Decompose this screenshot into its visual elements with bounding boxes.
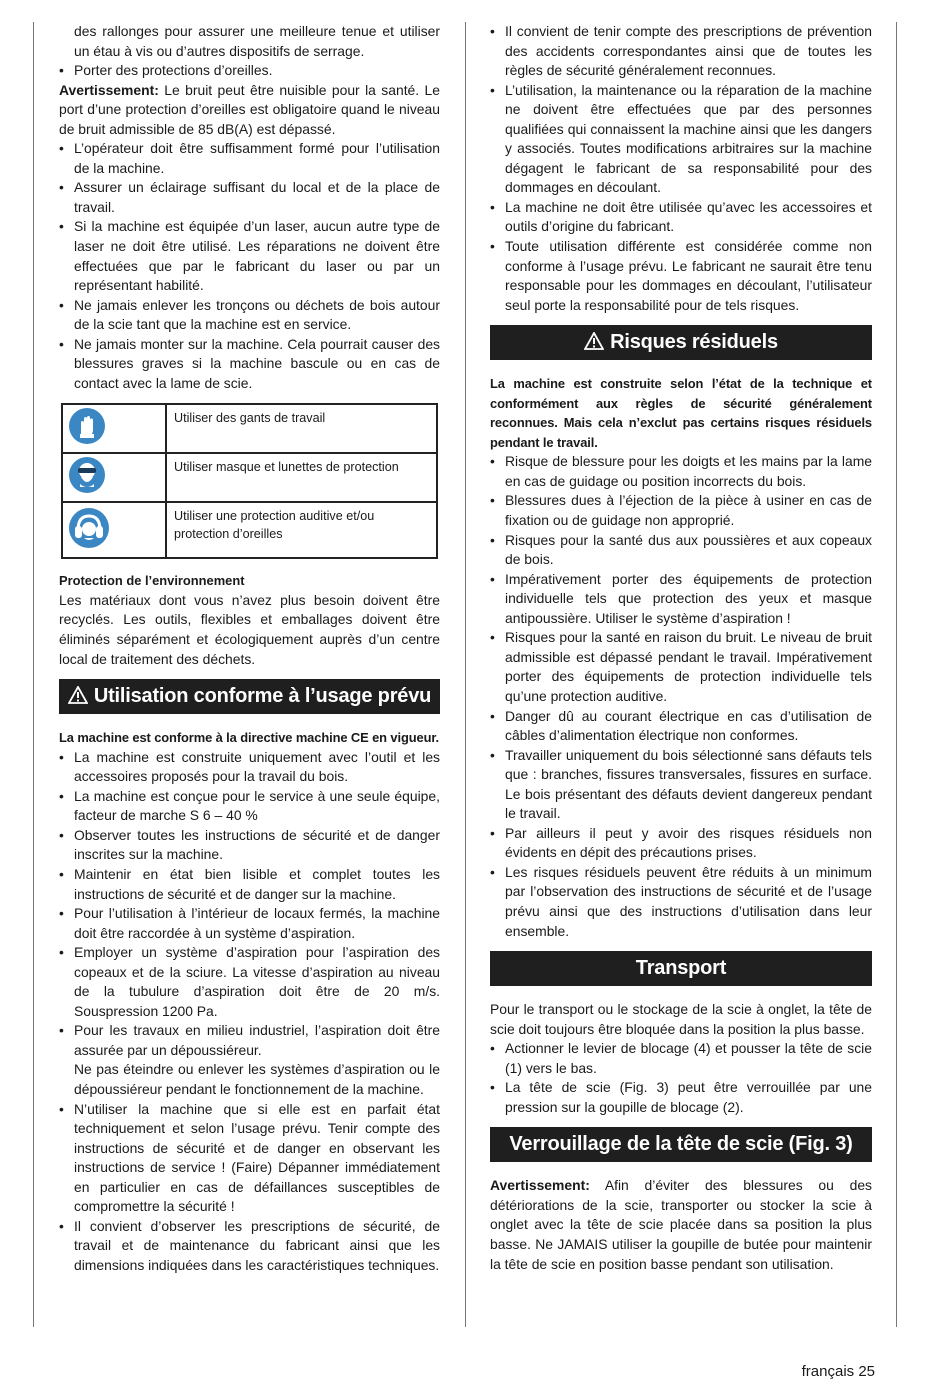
- list-item: • Pour l’utilisation à l’intérieur de locaux fermés, la machine doit être raccordée à un système d’aspiration.: [59, 904, 440, 943]
- environment-text: Les matériaux dont vous n’avez plus besoin doivent être recyclés. Les outils, flexibles et emballages doivent être éliminés séparément et écologiquement auprès d’un centre local de traitement des déchets.: [59, 591, 440, 667]
- left-margin-rule: [33, 22, 34, 1327]
- list-item: • La machine ne doit être utilisée qu’avec les accessoires et outils d’origine du fabricant.: [490, 198, 872, 237]
- list-item: • Employer un système d’aspiration pour l’aspiration des copeaux et de la sciure. La vitesse d’aspiration au niveau de la tubulure d’aspiration doit être de 20 m/s. Souspression 1200 Pa.: [59, 943, 440, 1021]
- list-item: • Il convient d’observer les prescriptions de sécurité, de travail et de maintenance du fabricant ainsi que les dimensions indiquées dans les caractéristiques techniques.: [59, 1217, 440, 1276]
- list-item: • L’opérateur doit être suffisamment formé pour l’utilisation de la machine.: [59, 139, 440, 178]
- list-item: • Risques pour la santé dus aux poussières et aux copeaux de bois.: [490, 531, 872, 570]
- warning-triangle-icon: [68, 681, 88, 716]
- picto-text: Utiliser des gants de travail: [166, 404, 437, 453]
- lock-warning-text: Afin d’éviter des blessures ou des détériorations de la scie, transporter ou stocker la scie à onglet avec la tête de scie placée dans sa position la plus basse. Ne JAMAIS utiliser la goupille de butée pour maintenir la tête de scie en position basse pendant son utilisation.: [490, 1177, 872, 1272]
- table-row: [62, 404, 437, 453]
- list-item: • Maintenir en état bien lisible et complet toutes les instructions de sécurité et de danger sur la machine.: [59, 865, 440, 904]
- mask-goggles-icon: [69, 457, 105, 493]
- noise-warning: [59, 81, 440, 140]
- bullet-list-top: [490, 22, 872, 315]
- table-row: [62, 453, 437, 502]
- warning-label: Avertissement:: [490, 1177, 590, 1194]
- list-item: • La machine est conçue pour le service à une seule équipe, facteur de marche S 6 – 40 %: [59, 787, 440, 826]
- right-margin-rule: [896, 22, 897, 1327]
- list-item: • Risques pour la santé en raison du bruit. Le niveau de bruit admissible est dépassé pendant le travail. Impérativement porter des équipements de protection individuelle tels qu’une protection auditive.: [490, 628, 872, 706]
- list-item: • La machine est construite uniquement avec l’outil et les accessoires proposés pour la travail du bois.: [59, 748, 440, 787]
- table-row: [62, 502, 437, 558]
- risks-banner: [490, 325, 872, 360]
- risks-lead: La machine est construite selon l’état de la technique et conformément aux règles de sécurité généralement reconnues. Mais cela n’exclut pas certains risques résiduels pendant le travail.: [490, 376, 872, 450]
- list-item: • Les risques résiduels peuvent être réduits à un minimum par l’observation des instructions de sécurité et de l’usage prévu ainsi que des instructions d’utilisation dans leur ensemble.: [490, 863, 872, 941]
- usage-banner-title: Utilisation conforme à l’usage prévu: [93, 685, 432, 708]
- page-number: français 25: [801, 1363, 875, 1380]
- list-item: • Actionner le levier de blocage (4) et pousser la tête de scie (1) vers le bas.: [490, 1039, 872, 1078]
- bullet-list-a: [59, 61, 440, 81]
- list-item: • Par ailleurs il peut y avoir des risques résiduels non évidents en dépit des précautions prises.: [490, 824, 872, 863]
- lock-banner: [490, 1127, 872, 1162]
- right-column: [490, 22, 872, 1274]
- transport-bullets: [490, 1039, 872, 1117]
- warning-label: Avertissement:: [59, 81, 159, 98]
- risks-bullets: [490, 452, 872, 941]
- usage-bullets-2: [59, 1100, 440, 1276]
- list-item: • Risque de blessure pour les doigts et les mains par la lame en cas de guidage ou position incorrects du bois.: [490, 452, 872, 491]
- list-item: • Porter des protections d’oreilles.: [59, 61, 440, 81]
- usage-banner: [59, 679, 440, 714]
- bullet-list-b: [59, 139, 440, 393]
- list-item: • L’utilisation, la maintenance ou la réparation de la machine ne doivent être effectuées que par des personnes qualifiées qui connaissent la machine ainsi que les dangers y associés. Toutes modifications arbitraires sur la machine dégagent le fabricant de sa responsabilité pour des dommages en découlant.: [490, 81, 872, 198]
- picto-cell: [62, 404, 166, 453]
- continued-text: des rallonges pour assurer une meilleure tenue et utiliser un étau à vis ou d’autres dispositifs de serrage.: [74, 23, 440, 59]
- left-column: [59, 22, 440, 1275]
- list-item: • Ne jamais enlever les tronçons ou déchets de bois autour de la scie tant que la machine est en service.: [59, 296, 440, 335]
- list-item: • N’utiliser la machine que si elle est en parfait état techniquement et selon l’usage prévu. Tenir compte des instructions de sécurité et de danger en observant les instructions de service ! (Faire) Dépanner immédiatement en particulier en cas de défaillances susceptibles de compromettre la sécurité !: [59, 1100, 440, 1217]
- transport-text: Pour le transport ou le stockage de la scie à onglet, la tête de scie doit toujours être bloquée dans la position la plus basse.: [490, 1001, 872, 1037]
- list-item: • Observer toutes les instructions de sécurité et de danger inscrites sur la machine.: [59, 826, 440, 865]
- transport-banner: [490, 951, 872, 986]
- list-item: • Danger dû au courant électrique en cas d’utilisation de câbles d’alimentation électrique non conformes.: [490, 707, 872, 746]
- picto-text: Utiliser masque et lunettes de protection: [166, 453, 437, 502]
- warning-text: Le bruit peut être nuisible pour la santé. Le port d’une protection d’oreilles est obligatoire quand le niveau de bruit admissible de 85 dB(A) est dépassé.: [59, 81, 440, 137]
- list-item: • Ne jamais monter sur la machine. Cela pourrait causer des blessures graves si la machine bascule ou en cas de contact avec la lame de scie.: [59, 335, 440, 394]
- ear-protection-icon: [69, 508, 109, 548]
- usage-bullets-1: [59, 748, 440, 1061]
- picto-cell: [62, 502, 166, 558]
- list-item: • Blessures dues à l’éjection de la pièce à usiner en cas de fixation ou de guidage non approprié.: [490, 491, 872, 530]
- usage-indent-text: Ne pas éteindre ou enlever les systèmes d’aspiration ou le dépoussiéreur pendant le fonctionnement de la machine.: [74, 1061, 440, 1097]
- usage-lead: La machine est conforme à la directive machine CE en vigueur.: [59, 730, 440, 746]
- column-divider: [465, 22, 466, 1327]
- picto-cell: [62, 453, 166, 502]
- risks-banner-title: Risques résiduels: [610, 331, 778, 354]
- lock-banner-title: Verrouillage de la tête de scie (Fig. 3): [509, 1133, 853, 1156]
- list-item: • Pour les travaux en milieu industriel, l’aspiration doit être assurée par un dépoussiéreur.: [59, 1021, 440, 1060]
- list-item: • Impérativement porter des équipements de protection individuelle tels que protection des yeux et masque antipoussière. Utiliser le système d’aspiration !: [490, 570, 872, 629]
- picto-text: Utiliser une protection auditive et/ou protection d’oreilles: [166, 502, 437, 558]
- list-item: • Travailler uniquement du bois sélectionné sans défauts tels que : branches, fissures transversales, fissures en surface. Le bois présentant des défauts devient dangereux pendant le travail.: [490, 746, 872, 824]
- gloves-icon: [69, 408, 105, 444]
- transport-banner-title: Transport: [635, 957, 727, 980]
- list-item: • La tête de scie (Fig. 3) peut être verrouillée par une pression sur la goupille de blocage (2).: [490, 1078, 872, 1117]
- list-item: • Il convient de tenir compte des prescriptions de prévention des accidents correspondantes ainsi que de toutes les règles de sécurité généralement reconnues.: [490, 22, 872, 81]
- lock-warning: [490, 1176, 872, 1274]
- list-item: • Assurer un éclairage suffisant du local et de la place de travail.: [59, 178, 440, 217]
- safety-pictogram-table: [61, 403, 438, 559]
- warning-triangle-icon: [584, 327, 604, 362]
- list-item: • Toute utilisation différente est considérée comme non conforme à l’usage prévu. Le fabricant ne saurait être tenu responsable pour les dommages en découlant, l’utilisateur seul porte la responsabilité pour de tels risques.: [490, 237, 872, 315]
- environment-heading: Protection de l’environnement: [59, 573, 245, 589]
- list-item: • Si la machine est équipée d’un laser, aucun autre type de laser ne doit être utilisé. Les réparations ne doivent être effectuées que par le fabricant du laser ou par un représentant habilité.: [59, 217, 440, 295]
